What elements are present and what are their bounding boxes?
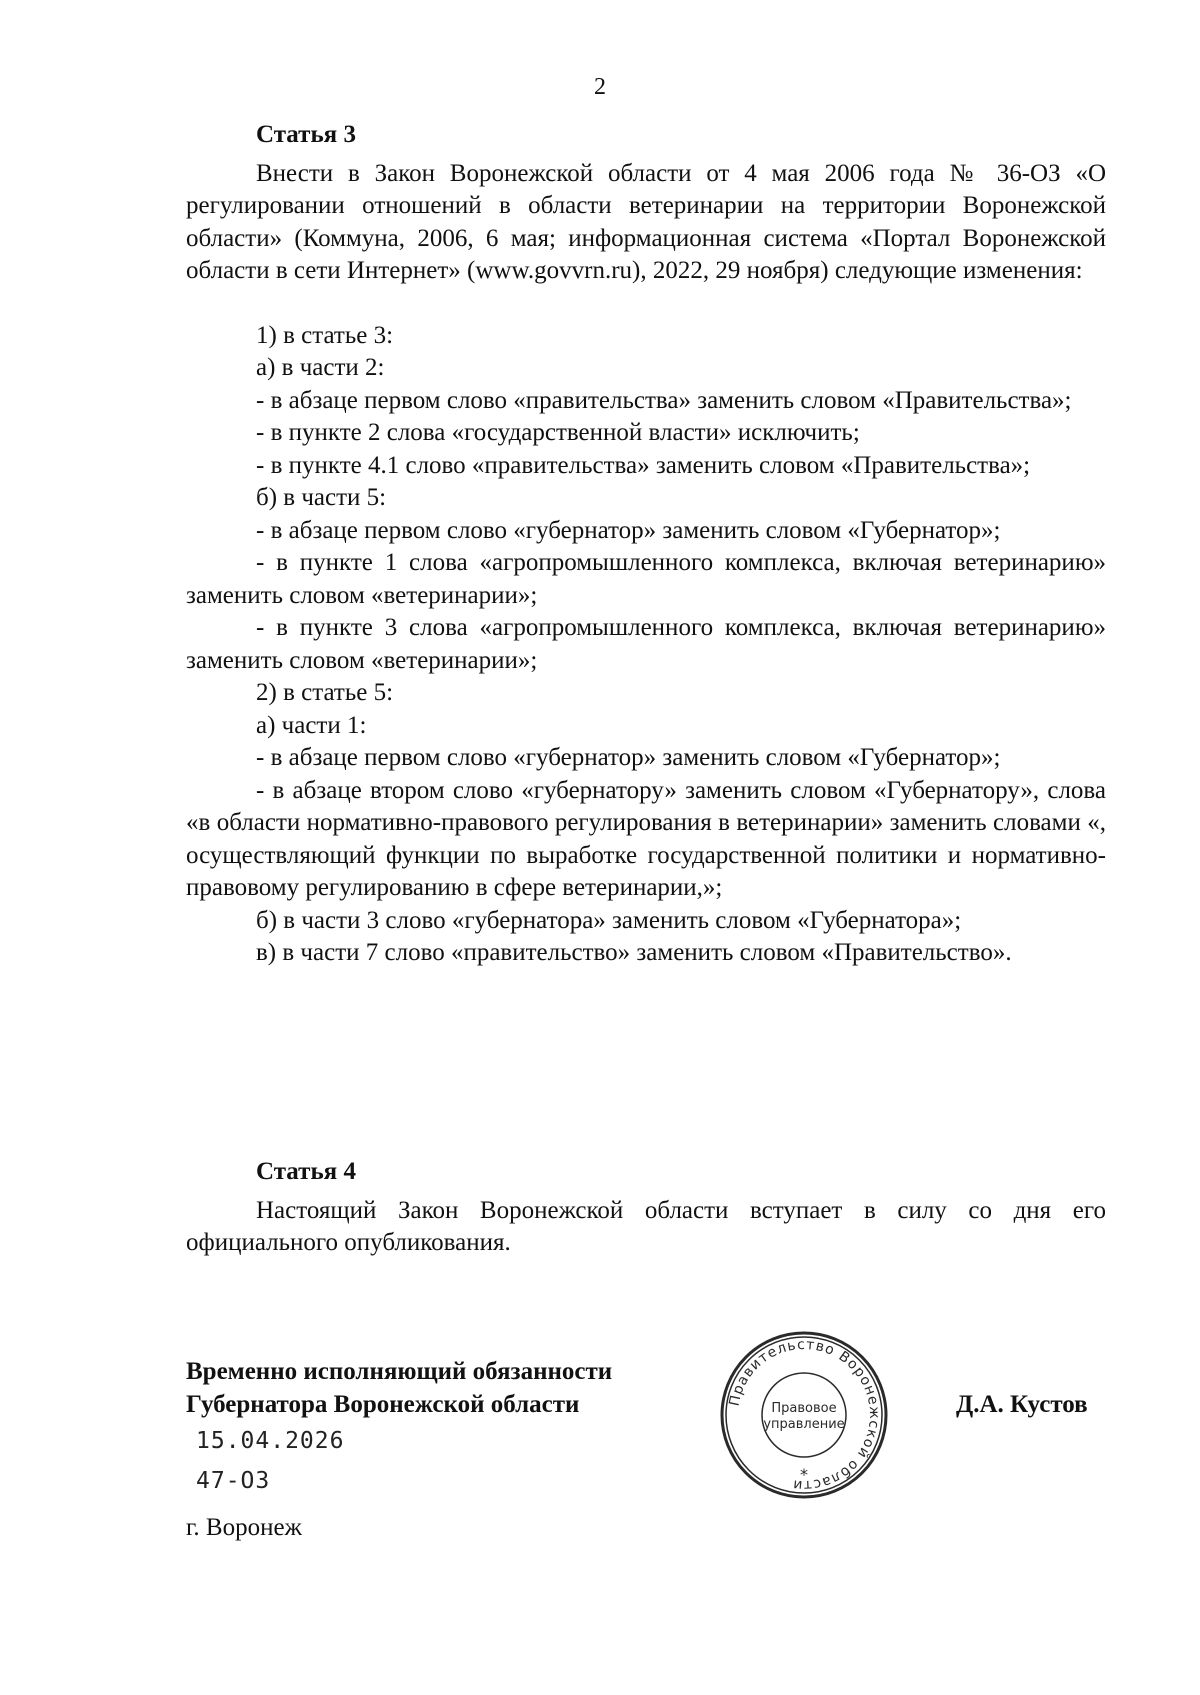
amendment-item: - в пункте 4.1 слово «правительства» заменить словом «Правительства»; bbox=[256, 451, 1031, 479]
official-seal-icon bbox=[719, 1330, 889, 1500]
seal-outer-text: Правительство Воронежской области bbox=[726, 1336, 883, 1494]
seal-inner-line1: Правовое bbox=[771, 1401, 837, 1416]
page-number: 2 bbox=[594, 74, 606, 100]
signatory-name: Д.А. Кустов bbox=[956, 1391, 1088, 1418]
article-3-heading: Статья 3 bbox=[256, 121, 356, 148]
amendment-item: б) в части 3 слово «губернатора» заменить словом «Губернатора»; bbox=[256, 906, 962, 934]
signatory-title-line1: Временно исполняющий обязанности bbox=[186, 1358, 613, 1385]
amendment-item: - в абзаце втором слово «губернатору» заменить словом «Губернатору», слова «в области нормативно-правового регулирования в ветеринарии» заменить словами «, осуществляющий функции по выработке государственной политики и нормативно-правовому регулированию в сфере ветеринарии,»; bbox=[186, 776, 1106, 901]
amendment-item: - в пункте 3 слова «агропромышленного комплекса, включая ветеринарию» заменить словом «ветеринарии»; bbox=[186, 614, 1106, 674]
signatory-title bbox=[186, 1355, 612, 1421]
spacer bbox=[186, 288, 1106, 320]
law-number: 47-ОЗ bbox=[196, 1468, 271, 1494]
amendment-item: б) в части 5: bbox=[256, 484, 387, 511]
seal-star: * bbox=[800, 1465, 808, 1484]
article-4-text: Настоящий Закон Воронежской области вступает в силу со дня его официального опубликования. bbox=[186, 1196, 1106, 1256]
seal-inner-line2: управление bbox=[763, 1417, 845, 1432]
amendment-item: а) части 1: bbox=[256, 711, 367, 739]
article-3 bbox=[186, 119, 1106, 970]
article-4-heading: Статья 4 bbox=[256, 1158, 356, 1185]
signatory-title-line2: Губернатора Воронежской области bbox=[186, 1391, 580, 1418]
amendment-item: - в пункте 1 слова «агропромышленного комплекса, включая ветеринарию» заменить словом «ветеринарии»; bbox=[186, 549, 1106, 609]
amendment-item: - в абзаце первом слово «правительства» заменить словом «Правительства»; bbox=[256, 386, 1072, 414]
amendment-item: - в абзаце первом слово «губернатор» заменить словом «Губернатор»; bbox=[256, 744, 1001, 771]
amendment-item: 1) в статье 3: bbox=[256, 321, 394, 349]
amendment-item: - в абзаце первом слово «губернатор» заменить словом «Губернатор»; bbox=[256, 516, 1001, 544]
article-4 bbox=[186, 1156, 1106, 1260]
city: г. Воронеж bbox=[186, 1514, 302, 1541]
amendment-item: 2) в статье 5: bbox=[256, 679, 394, 706]
amendment-item: а) в части 2: bbox=[256, 354, 385, 381]
law-date: 15.04.2026 bbox=[196, 1428, 345, 1454]
article-3-intro: Внести в Закон Воронежской области от 4 мая 2006 года № 36-ОЗ «О регулировании отношений в области ветеринарии на территории Воронежской области» (Коммуна, 2006, 6 мая; информационная система «Портал Воронежской области в сети Интернет» (www.govvrn.ru), 2022, 29 ноября) следующие изменения: bbox=[186, 159, 1106, 284]
amendment-item: - в пункте 2 слова «государственной власти» исключить; bbox=[256, 419, 860, 446]
amendment-item: в) в части 7 слово «правительство» заменить словом «Правительство». bbox=[256, 939, 1012, 966]
